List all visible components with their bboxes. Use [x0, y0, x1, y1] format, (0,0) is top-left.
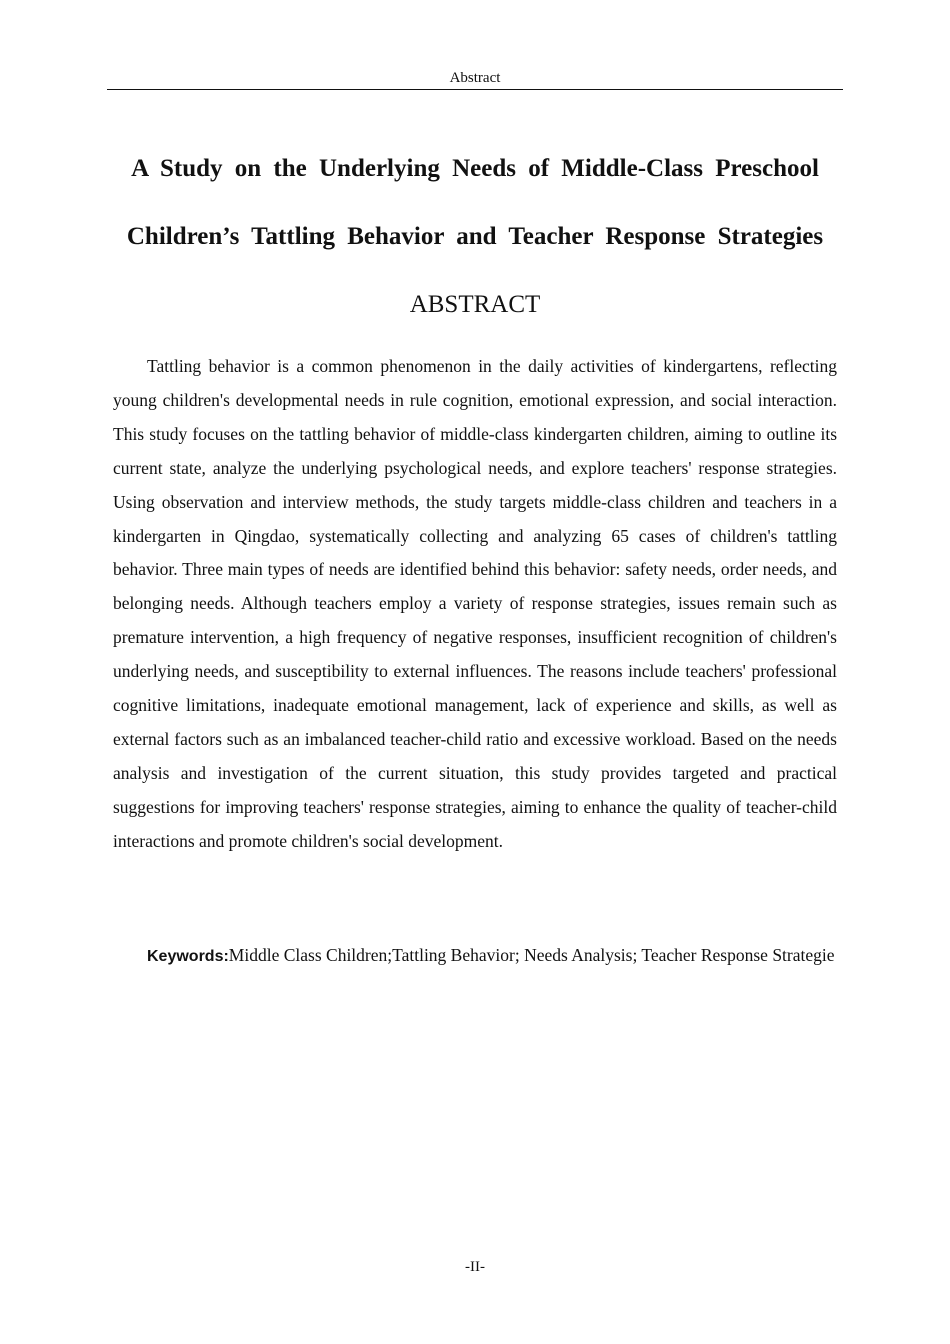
- keywords-label: Keywords:: [147, 948, 229, 965]
- abstract-paragraph: Tattling behavior is a common phenomenon in the daily activities of kindergartens, reflecting young children's developmental needs in rule cognition, emotional expression, and social interaction. This study focuses on the tattling behavior of middle-class kindergarten children, aiming to outline its current state, analyze the underlying psychological needs, and explore teachers' response strategies. Using observation and interview methods, the study targets middle-class children and teachers in a kindergarten in Qingdao, systematically collecting and analyzing 65 cases of children's tattling behavior. Three main types of needs are identified behind this behavior: safety needs, order needs, and belonging needs. Although teachers employ a variety of response strategies, issues remain such as premature intervention, a high frequency of negative responses, insufficient recognition of children's underlying needs, and susceptibility to external influences. The reasons include teachers' professional cognitive limitations, inadequate emotional management, lack of experience and skills, as well as external factors such as an imbalanced teacher-child ratio and excessive workload. Based on the needs analysis and investigation of the current situation, this study provides targeted and practical suggestions for improving teachers' response strategies, aiming to enhance the quality of teacher-child interactions and promote children's social development.: [113, 356, 837, 851]
- thesis-title-line-2: Children’s Tattling Behavior and Teacher Response Strategies: [126, 223, 824, 250]
- running-header-title: Abstract: [449, 70, 501, 86]
- page-number: -II-: [465, 1259, 485, 1275]
- thesis-title: [113, 135, 837, 271]
- thesis-title-line-1: A Study on the Underlying Needs of Middle-Class Preschool: [131, 155, 819, 182]
- running-header: [107, 69, 843, 90]
- keywords-text: Middle Class Children;Tattling Behavior; Needs Analysis; Teacher Response Strategie: [228, 945, 835, 965]
- abstract-heading: ABSTRACT: [409, 291, 541, 318]
- keywords-paragraph: [113, 939, 837, 974]
